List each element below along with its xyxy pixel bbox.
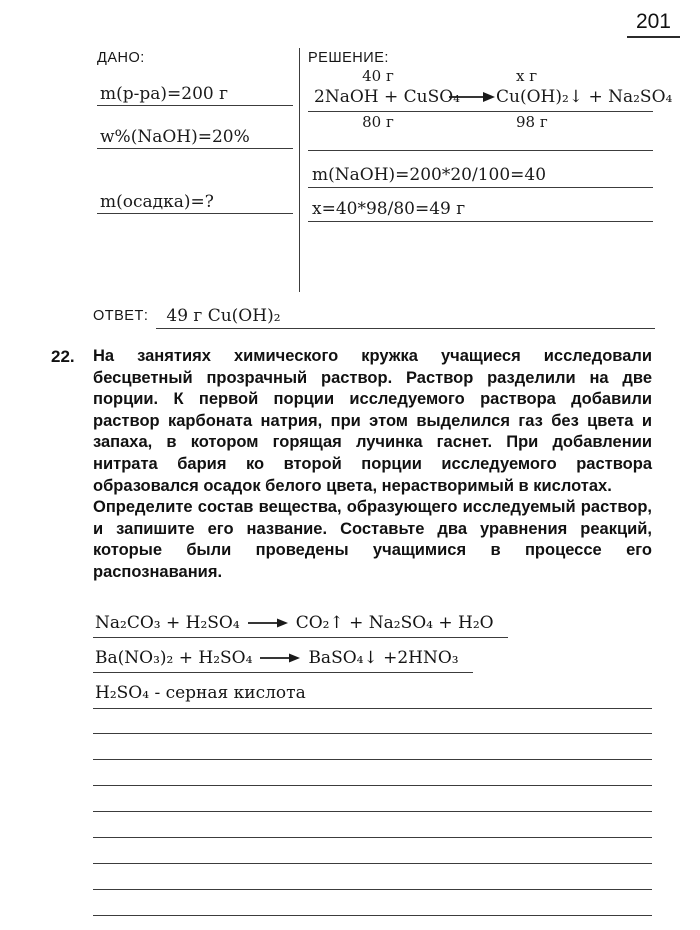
mass-below-right: 98 г bbox=[516, 113, 548, 131]
mass-below-left: 80 г bbox=[362, 113, 394, 131]
equation-mass-below-row bbox=[308, 113, 653, 131]
student-equation-1 bbox=[93, 612, 652, 638]
substance-identification-note: H₂SO₄ - серная кислота bbox=[93, 682, 652, 709]
blank-ruled-line bbox=[308, 131, 653, 151]
blank-ruled-line bbox=[93, 760, 652, 786]
reaction-arrow-icon bbox=[248, 617, 288, 629]
equation-reactants: 2NaOH + CuSO₄ bbox=[314, 87, 460, 107]
given-label: ДАНО: bbox=[97, 50, 145, 66]
calc-step-x-value: x=40*98/80=49 г bbox=[308, 196, 653, 222]
reaction-arrow-icon bbox=[449, 91, 495, 103]
mass-above-right: х г bbox=[516, 67, 538, 85]
student-answers-section bbox=[93, 612, 652, 709]
final-answer-row bbox=[93, 306, 655, 329]
problem-statement bbox=[51, 346, 652, 584]
student-equation-2 bbox=[93, 647, 652, 673]
problem-paragraph-2: Определите состав вещества, образующего исследуемый раствор, и запишите его название. Составьте два уравнения реакций, которые были проведены учащимися в процессе его распознавания. bbox=[93, 498, 652, 581]
given-item-mass-precipitate: m(осадка)=? bbox=[97, 189, 293, 214]
equation-products: Cu(OH)₂↓ + Na₂SO₄ bbox=[496, 87, 673, 107]
problem-paragraph-1: На занятиях химического кружка учащиеся исследовали бесцветный прозрачный раствор. Раствор разделили на две порции. К первой порции исследуемого раствора добавили раствор карбоната натрия, при этом выделился газ без цвета и запаха, в котором горящая лучинка гаснет. При добавлении нитрата бария ко второй порции исследуемого раствора образовался осадок белого цвета, нерастворимый в кислотах. bbox=[93, 347, 652, 495]
student-eq2-products: BaSO₄↓ +2HNO₃ bbox=[308, 648, 459, 668]
reaction-arrow-icon bbox=[260, 652, 300, 664]
page-number: 201 bbox=[627, 10, 680, 38]
answer-label: ОТВЕТ: bbox=[93, 308, 149, 324]
mass-above-left: 40 г bbox=[362, 67, 394, 85]
blank-ruled-line bbox=[93, 864, 652, 890]
blank-ruled-line bbox=[93, 734, 652, 760]
given-item-mass-fraction: w%(NaOH)=20% bbox=[97, 124, 293, 149]
reaction-equation bbox=[308, 86, 673, 112]
solution-section bbox=[300, 48, 673, 292]
blank-ruled-line bbox=[93, 786, 652, 812]
worked-solution-section bbox=[93, 48, 673, 292]
given-section bbox=[93, 48, 299, 292]
blank-ruled-line bbox=[93, 708, 652, 734]
student-eq1-reactants: Na₂CO₃ + H₂SO₄ bbox=[95, 613, 240, 633]
solution-label: РЕШЕНИЕ: bbox=[308, 50, 389, 66]
equation-mass-above-row bbox=[308, 68, 653, 85]
blank-ruled-line bbox=[93, 812, 652, 838]
given-item-mass-solution: m(р-ра)=200 г bbox=[97, 81, 293, 106]
calc-step-mass-naoh: m(NaOH)=200*20/100=40 bbox=[308, 162, 653, 188]
answer-value: 49 г Cu(OH)₂ bbox=[156, 306, 655, 329]
student-eq2-reactants: Ba(NO₃)₂ + H₂SO₄ bbox=[95, 648, 253, 668]
blank-ruled-line bbox=[93, 838, 652, 864]
empty-writing-lines bbox=[93, 708, 652, 916]
student-eq1-products: CO₂↑ + Na₂SO₄ + H₂O bbox=[295, 613, 494, 633]
blank-ruled-line bbox=[93, 890, 652, 916]
problem-number: 22. bbox=[51, 347, 75, 366]
